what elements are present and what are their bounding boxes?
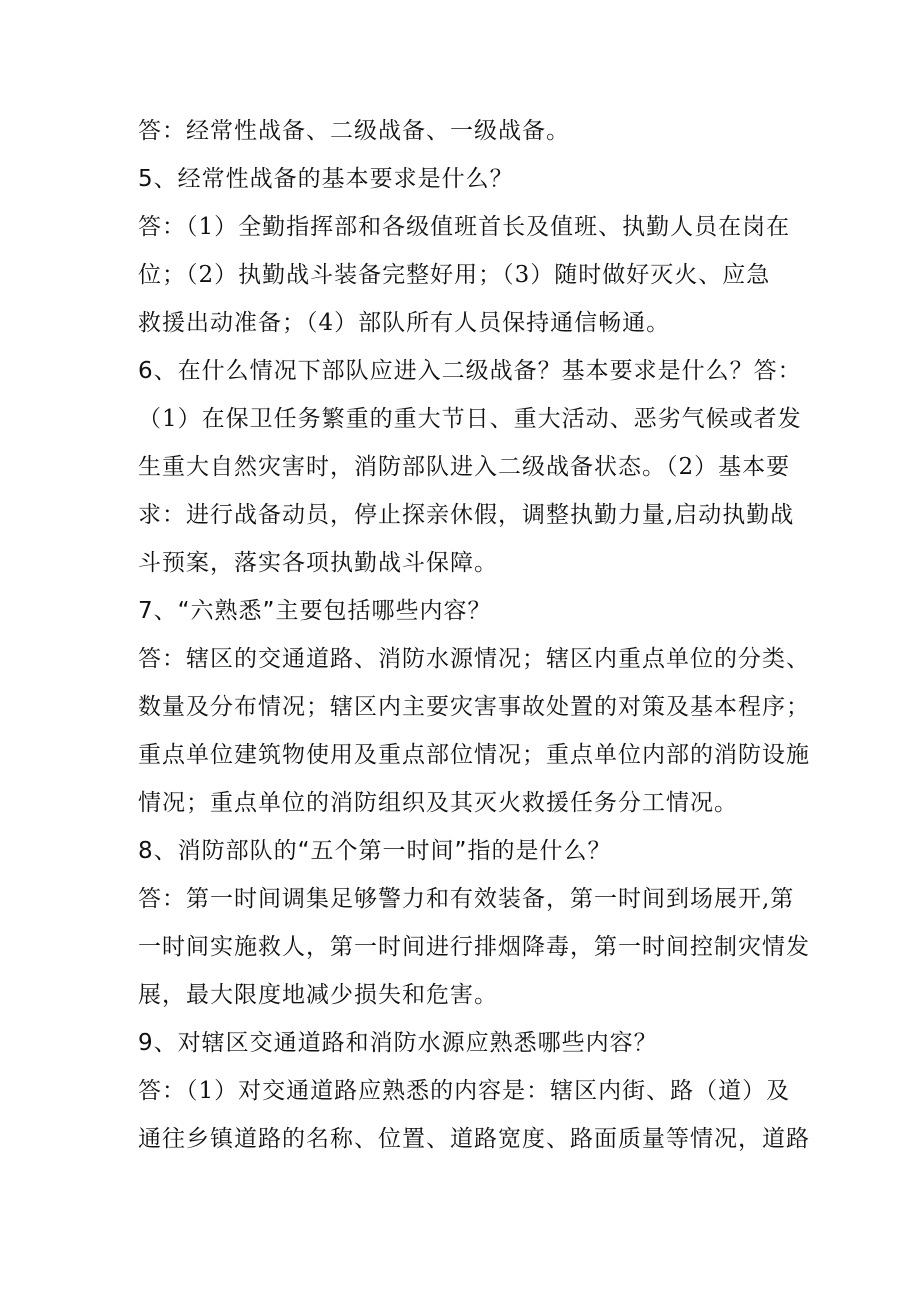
answer-line: 通往乡镇道路的名称、位置、道路宽度、路面质量等情况，道路 bbox=[138, 1126, 810, 1152]
answer-line: （1）在保卫任务繁重的重大节日、重大活动、恶劣气候或者发 bbox=[138, 406, 802, 432]
question-9: 9、对辖区交通道路和消防水源应熟悉哪些内容？ bbox=[138, 1030, 658, 1056]
answer-line: 答：辖区的交通道路、消防水源情况；辖区内重点单位的分类、 bbox=[138, 646, 810, 672]
question-7: 7、“六熟悉”主要包括哪些内容？ bbox=[138, 598, 492, 624]
question-5: 5、经常性战备的基本要求是什么？ bbox=[138, 166, 514, 192]
answer-line: 答：（1）全勤指挥部和各级值班首长及值班、执勤人员在岗在 bbox=[138, 214, 791, 240]
answer-line: 求：进行战备动员，停止探亲休假，调整执勤力量,启动执勤战 bbox=[138, 502, 795, 528]
answer-line: 位；（2）执勤战斗装备完整好用；（3）随时做好灭火、应急 bbox=[138, 262, 771, 288]
answer-line: 救援出动准备；（4）部队所有人员保持通信畅通。 bbox=[138, 310, 671, 336]
answer-line: 重点单位建筑物使用及重点部位情况；重点单位内部的消防设施 bbox=[138, 742, 810, 768]
answer-line: 答：经常性战备、二级战备、一级战备。 bbox=[138, 118, 570, 144]
answer-line: 答：第一时间调集足够警力和有效装备，第一时间到场展开,第 bbox=[138, 886, 795, 912]
answer-line: 数量及分布情况；辖区内主要灾害事故处置的对策及基本程序； bbox=[138, 694, 810, 720]
question-8: 8、消防部队的“五个第一时间”指的是什么？ bbox=[138, 838, 612, 864]
question-6: 6、在什么情况下部队应进入二级战备？基本要求是什么？答： bbox=[138, 358, 802, 384]
answer-line: 情况；重点单位的消防组织及其灭火救援任务分工情况。 bbox=[138, 790, 738, 816]
answer-line: 答：（1）对交通道路应熟悉的内容是：辖区内街、路（道）及 bbox=[138, 1078, 791, 1104]
answer-line: 一时间实施救人，第一时间进行排烟降毒，第一时间控制灾情发 bbox=[138, 934, 810, 960]
answer-line: 斗预案，落实各项执勤战斗保障。 bbox=[138, 550, 498, 576]
answer-line: 展，最大限度地减少损失和危害。 bbox=[138, 982, 498, 1008]
answer-line: 生重大自然灾害时，消防部队进入二级战备状态。（2）基本要 bbox=[138, 454, 791, 480]
